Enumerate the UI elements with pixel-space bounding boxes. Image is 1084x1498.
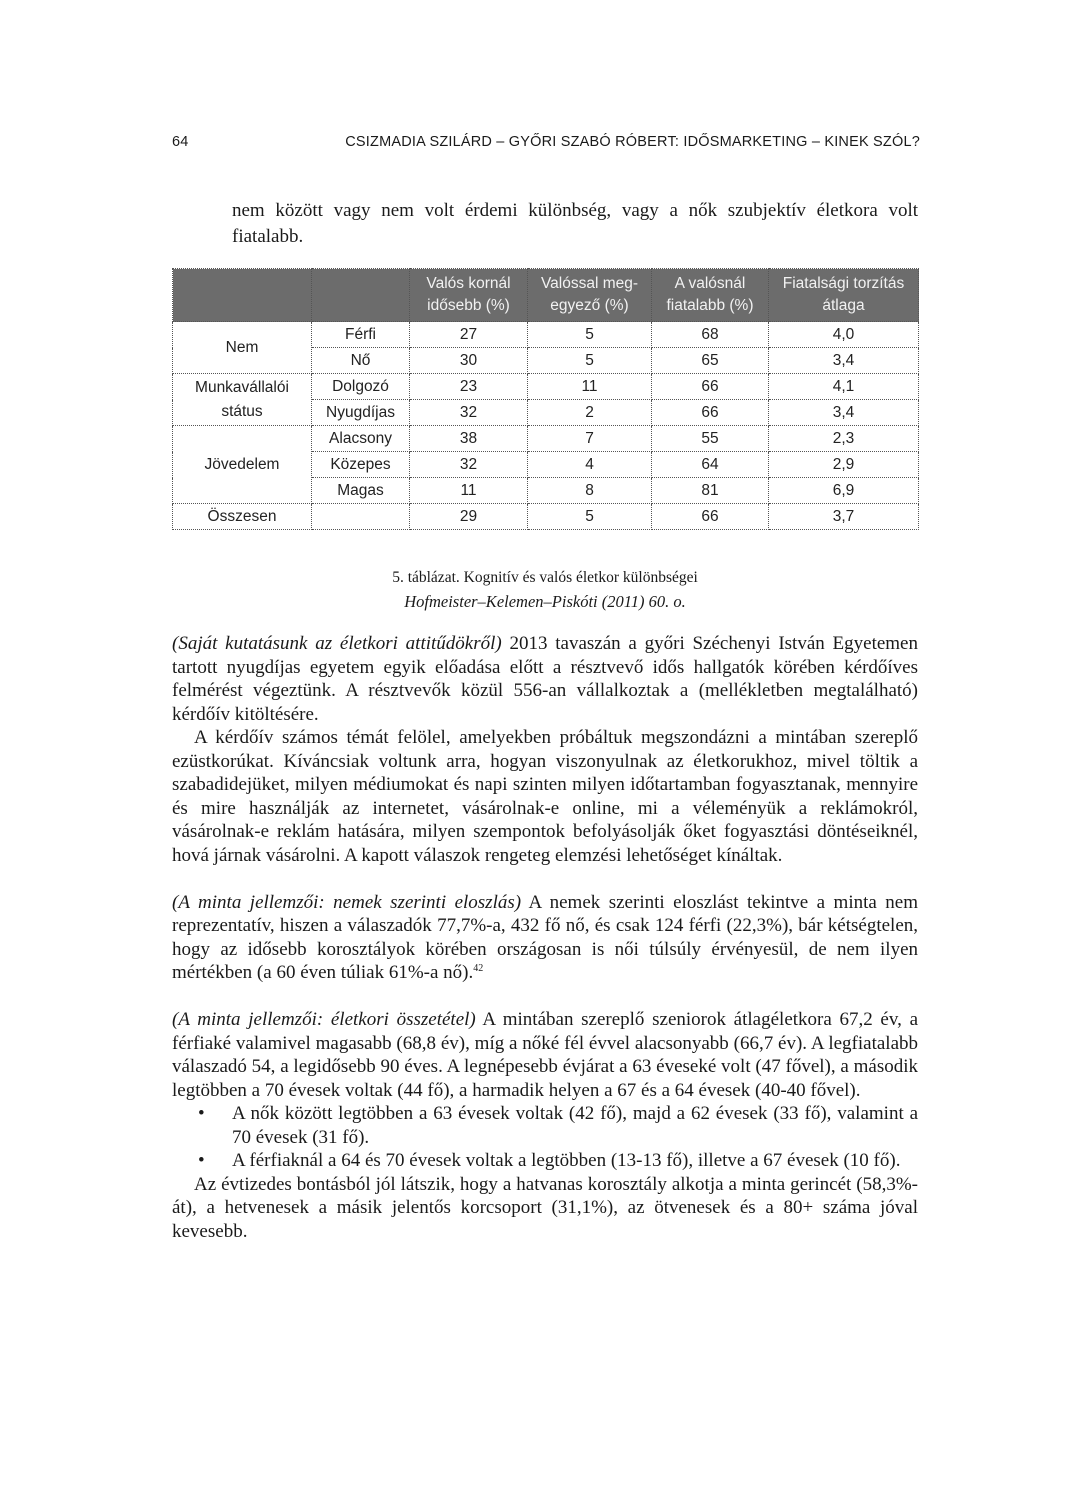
table-cell: 11 bbox=[528, 374, 652, 400]
paragraph-decades: Az évtizedes bontásból jól látszik, hogy a hatvanas korosztály alkotja a minta gerincét (58,3%-át), a hetvenesek a másik jelentős korcsoport (31,1%), az ötvenesek és a 80+ száma jóval kevesebb. bbox=[172, 1173, 918, 1242]
table-caption bbox=[172, 566, 918, 614]
bullet-list bbox=[172, 1102, 918, 1173]
table-cell: 4,1 bbox=[769, 374, 919, 400]
paragraph-content: A nemek szerinti eloszlást tekintve a minta nem reprezentatív, hiszen a válaszadók 77,7%-a, 432 fő nő, és csak 124 férfi (22,3%), bár kétségtelen, hogy az idősebb korosztályok körében országosan is női túlsúly érvényesül, de nem ilyen mértékben (a 60 éven túliak 61%-a nő). bbox=[172, 891, 919, 983]
table-cell: 7 bbox=[528, 426, 652, 452]
subgroup-label bbox=[312, 504, 410, 530]
footnote-marker[interactable]: 42 bbox=[473, 963, 484, 974]
body-text bbox=[172, 632, 918, 1243]
caption-source: Hofmeister–Kelemen–Piskóti (2011) 60. o. bbox=[404, 592, 686, 611]
table-cell: 64 bbox=[652, 452, 769, 478]
group-label: Jövedelem bbox=[173, 426, 312, 504]
table-row-total bbox=[173, 504, 919, 530]
paragraph-gender bbox=[172, 891, 918, 985]
intro-paragraph bbox=[232, 198, 918, 250]
table-cell: 2,3 bbox=[769, 426, 919, 452]
table-cell: 38 bbox=[410, 426, 528, 452]
paragraph-questionnaire: A kérdőív számos témát felölel, amelyekben próbáltuk megszondázni a mintában szereplő ezüstkorúkat. Kíváncsiak voltunk arra, hogyan viszonyulnak az életkorukhoz, mivel töltik a szabadidejüket, milyen médiumokat és napi szinten milyen időtartamban fogyasztanak, mennyire és mire használják az internetet, vásárolnak-e online, mi a véleményük a reklámokról, vásárolnak-e reklám hatására, milyen szempontok befolyásolják őket fogyasztási döntéseiknél, hová járnak vásárolni. A kapott válaszok rengeteg elemzési lehetőséget kínáltak. bbox=[172, 727, 918, 866]
table-cell: 3,4 bbox=[769, 400, 919, 426]
subgroup-label: Nyugdíjas bbox=[312, 400, 410, 426]
table-cell: 3,4 bbox=[769, 348, 919, 374]
table-cell: 8 bbox=[528, 478, 652, 504]
table-row bbox=[173, 322, 919, 348]
table-cell: 5 bbox=[528, 322, 652, 348]
table-row bbox=[173, 426, 919, 452]
running-title: CSIZMADIA SZILÁRD – GYŐRI SZABÓ RÓBERT: IDŐSMARKETING – KINEK SZÓL? bbox=[345, 134, 920, 150]
paragraph-content: A mintában szereplő szeniorok átlagéletkora 67,2 év, a férfiaké valamivel magasabb (68,8 év), míg a nőké fél évvel alacsonyabb (66,7 év). A legfiatalabb válaszadó 54, a legidősebb 90 éves. A legnépesebb évjárat a 63 éveseké volt (47 fővel), a második legtöbben a 70 évesek voltak (44 fő), a harmadik helyen a 67 és a 64 évesek (40-40 fővel). bbox=[172, 1009, 918, 1101]
list-item bbox=[172, 1149, 918, 1173]
paragraph-lead: (Saját kutatásunk az életkori attitűdökről) bbox=[172, 633, 502, 654]
table-cell: 2,9 bbox=[769, 452, 919, 478]
paragraph-lead: (A minta jellemzői: nemek szerinti eloszlás) bbox=[172, 891, 522, 913]
table-cell: 55 bbox=[652, 426, 769, 452]
paragraph-research bbox=[172, 632, 918, 726]
table-cell: 29 bbox=[410, 504, 528, 530]
header-cell-older: Valós kornál idősebb (%) bbox=[410, 269, 528, 322]
table-cell: 32 bbox=[410, 452, 528, 478]
header-cell-equal: Valóssal meg-egyező (%) bbox=[528, 269, 652, 322]
table-row bbox=[173, 374, 919, 400]
header-cell-empty-1 bbox=[173, 269, 312, 322]
table-cell: 66 bbox=[652, 400, 769, 426]
bullet-icon: • bbox=[198, 1150, 205, 1171]
table-cell: 65 bbox=[652, 348, 769, 374]
page-number: 64 bbox=[172, 134, 189, 150]
table-cell: 66 bbox=[652, 374, 769, 400]
group-label: Munkavállalói státus bbox=[173, 374, 312, 426]
bullet-icon: • bbox=[198, 1103, 205, 1124]
table-cell: 30 bbox=[410, 348, 528, 374]
subgroup-label: Dolgozó bbox=[312, 374, 410, 400]
table-cell: 23 bbox=[410, 374, 528, 400]
table-cell: 27 bbox=[410, 322, 528, 348]
subgroup-label: Közepes bbox=[312, 452, 410, 478]
caption-title: 5. táblázat. Kognitív és valós életkor különbségei bbox=[392, 569, 698, 586]
table-header-row bbox=[173, 269, 919, 322]
age-difference-table bbox=[172, 268, 919, 530]
table-cell: 4,0 bbox=[769, 322, 919, 348]
paragraph-content: 2013 tavaszán a győri Széchenyi István Egyetemen tartott nyugdíjas egyetem egyik előadása előtt a résztvevő idős hallgatók körében kérdőíves felmérést végeztünk. A résztvevők közül 556-an vállalkoztak a (mellékletben megtalálható) kérdőív kitöltésére. bbox=[172, 633, 918, 725]
table-cell: 66 bbox=[652, 504, 769, 530]
subgroup-label: Magas bbox=[312, 478, 410, 504]
subgroup-label: Alacsony bbox=[312, 426, 410, 452]
table-cell: 2 bbox=[528, 400, 652, 426]
table-cell: 4 bbox=[528, 452, 652, 478]
group-label: Összesen bbox=[173, 504, 312, 530]
subgroup-label: Férfi bbox=[312, 322, 410, 348]
header-cell-youth-bias: Fiatalsági torzítás átlaga bbox=[769, 269, 919, 322]
table-cell: 32 bbox=[410, 400, 528, 426]
list-item-text: A nők között legtöbben a 63 évesek voltak (42 fő), majd a 62 évesek (33 fő), valamint a 70 évesek (31 fő). bbox=[232, 1103, 918, 1148]
intro-text: nem között vagy nem volt érdemi különbség, vagy a nők szubjektív életkora volt fiatalabb. bbox=[232, 200, 918, 247]
paragraph-age bbox=[172, 1008, 918, 1102]
header-cell-younger: A valósnál fiatalabb (%) bbox=[652, 269, 769, 322]
group-label: Nem bbox=[173, 322, 312, 374]
table-cell: 6,9 bbox=[769, 478, 919, 504]
table-cell: 68 bbox=[652, 322, 769, 348]
list-item bbox=[172, 1102, 918, 1149]
table-cell: 3,7 bbox=[769, 504, 919, 530]
list-item-text: A férfiaknál a 64 és 70 évesek voltak a legtöbben (13-13 fő), illetve a 67 évesek (10 fő). bbox=[232, 1150, 901, 1171]
table-cell: 11 bbox=[410, 478, 528, 504]
subgroup-label: Nő bbox=[312, 348, 410, 374]
header-cell-empty-2 bbox=[312, 269, 410, 322]
paragraph-lead: (A minta jellemzői: életkori összetétel) bbox=[172, 1009, 476, 1030]
table-cell: 5 bbox=[528, 348, 652, 374]
table-cell: 5 bbox=[528, 504, 652, 530]
table-cell: 81 bbox=[652, 478, 769, 504]
